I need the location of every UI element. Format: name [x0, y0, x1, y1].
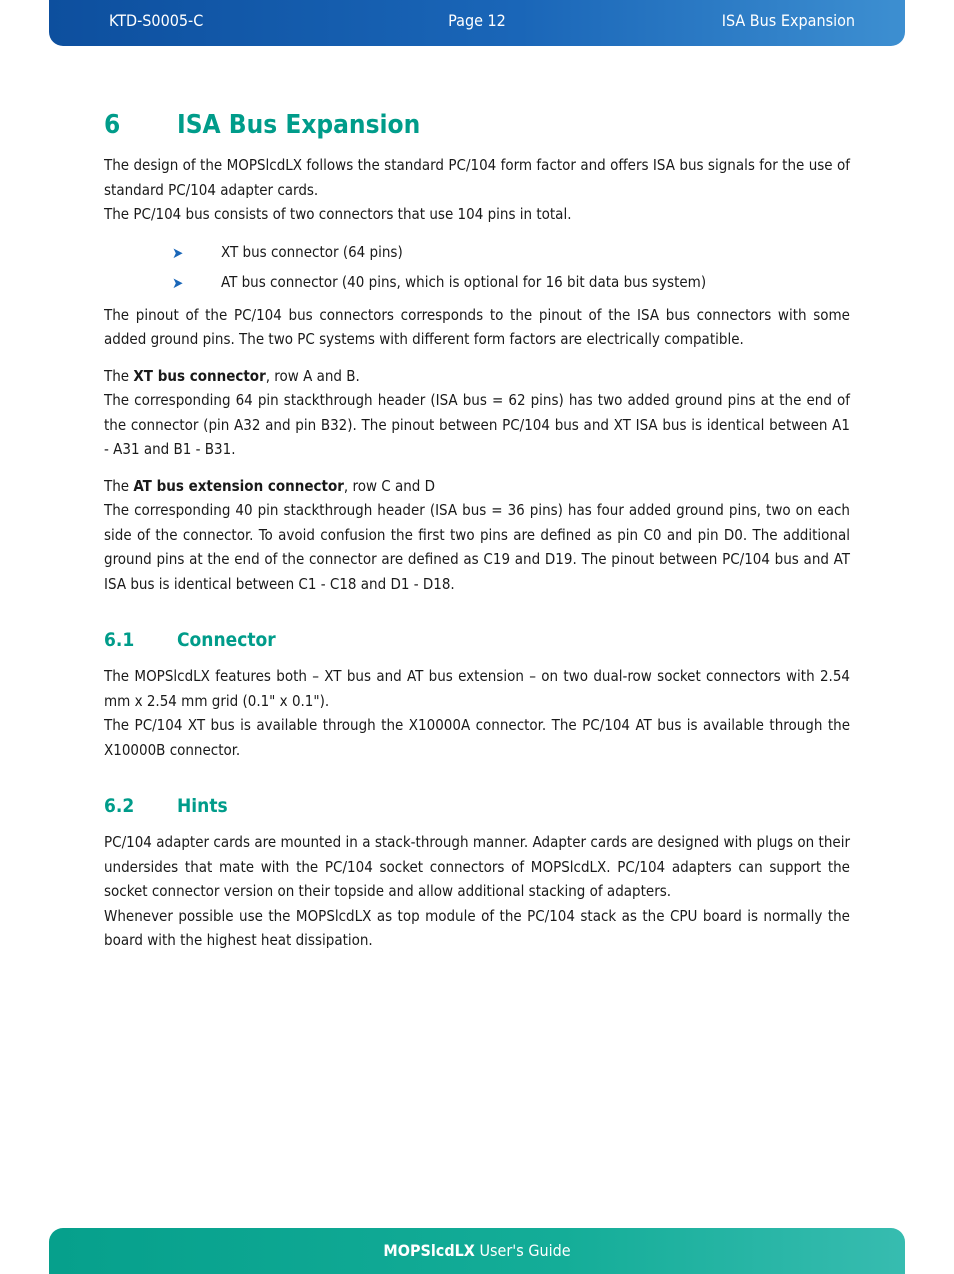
at-label-bold: AT bus extension connector — [133, 476, 344, 495]
pinout-paragraph: The pinout of the PC/104 bus connectors corresponds to the pinout of the ISA bus connectors with some added ground pins. The two PC systems with different form factors are electrically compatible. — [104, 305, 850, 348]
footer-guide-label: User's Guide — [474, 1241, 571, 1260]
section-heading-connector — [104, 626, 850, 654]
page-footer — [49, 1228, 905, 1274]
section-title: Connector — [177, 629, 276, 651]
page-header — [49, 0, 905, 46]
intro-paragraph-1: The design of the MOPSlcdLX follows the standard PC/104 form factor and offers ISA bus signals for the use of standard PC/104 adapter cards. — [104, 156, 850, 199]
header-section-title: ISA Bus Expansion — [721, 11, 855, 30]
connector-paragraph-2: The PC/104 XT bus is available through the X10000A connector. The PC/104 AT bus is available through the X10000B connector. — [104, 716, 850, 759]
section-number: 6.2 — [104, 795, 135, 817]
chapter-heading — [104, 105, 850, 145]
footer-product-name: MOPSlcdLX — [383, 1241, 475, 1260]
at-label-suffix: , row C and D — [343, 476, 436, 495]
at-label — [104, 474, 850, 499]
page-number: Page 12 — [448, 11, 506, 30]
footer-text — [49, 1241, 905, 1260]
hints-paragraph-1: PC/104 adapter cards are mounted in a stack-through manner. Adapter cards are designed with plugs on their undersides that mate with the PC/104 socket connectors of MOPSlcdLX. PC/104 adapters can support the socket connector version on their topside and allow additional stacking of adapters. — [104, 833, 850, 900]
list-item — [104, 267, 850, 297]
xt-paragraph: The corresponding 64 pin stackthrough header (ISA bus = 62 pins) has two added ground pins at the end of the connector (pin A32 and pin B32). The pinout between PC/104 bus and XT ISA bus is identical between A1 - A31 and B1 - B31. — [104, 391, 850, 458]
chapter-number: 6 — [104, 110, 121, 140]
at-paragraph: The corresponding 40 pin stackthrough header (ISA bus = 36 pins) has four added ground pins, two on each side of the connector. To avoid confusion the first two pins are defined as pin C0 and pin D0. The additional ground pins at the end of the connector are defined as C19 and D19. The pinout between PC/104 bus and AT ISA bus is identical between C1 - C18 and D1 - D18. — [104, 501, 850, 593]
xt-label-prefix: The — [104, 366, 134, 385]
at-label-prefix: The — [104, 476, 134, 495]
intro-paragraph-2: The PC/104 bus consists of two connectors that use 104 pins in total. — [104, 205, 572, 223]
section-number: 6.1 — [104, 629, 135, 651]
chapter-title: ISA Bus Expansion — [177, 110, 421, 140]
xt-label — [104, 364, 850, 389]
section-title: Hints — [177, 795, 228, 817]
section-heading-hints — [104, 792, 850, 820]
connector-paragraph-1: The MOPSlcdLX features both – XT bus and AT bus extension – on two dual-row socket connectors with 2.54 mm x 2.54 mm grid (0.1" x 0.1"). — [104, 667, 850, 710]
list-item — [104, 237, 850, 267]
document-id: KTD-S0005-C — [109, 11, 204, 30]
xt-label-bold: XT bus connector — [133, 366, 266, 385]
arrowhead-bullet-icon: ➤ — [172, 273, 184, 292]
page-content — [104, 105, 850, 953]
connector-list — [104, 237, 850, 297]
arrowhead-bullet-icon: ➤ — [172, 243, 184, 262]
list-item-text: XT bus connector (64 pins) — [221, 242, 403, 261]
xt-label-suffix: , row A and B. — [265, 366, 360, 385]
hints-paragraph-2: Whenever possible use the MOPSlcdLX as top module of the PC/104 stack as the CPU board is normally the board with the highest heat dissipation. — [104, 906, 850, 949]
list-item-text: AT bus connector (40 pins, which is optional for 16 bit data bus system) — [221, 272, 707, 291]
